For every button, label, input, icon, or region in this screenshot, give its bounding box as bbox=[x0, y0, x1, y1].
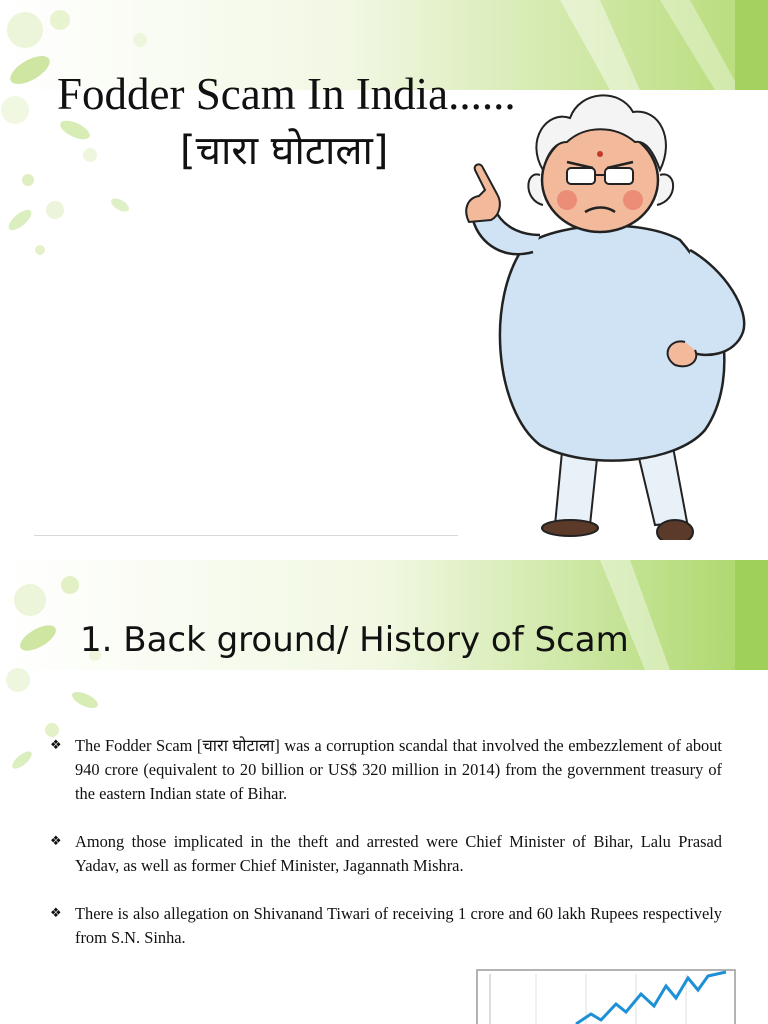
list-item bbox=[50, 830, 722, 878]
cartoon-politician-icon bbox=[455, 70, 755, 540]
diamond-bullet-icon: ❖ bbox=[50, 906, 62, 921]
diamond-bullet-icon: ❖ bbox=[50, 738, 62, 753]
bullet-list bbox=[50, 734, 722, 974]
list-item bbox=[50, 734, 722, 806]
bullet-text: There is also allegation on Shivanand Tiwari of receiving 1 crore and 60 lakh Rupees respectively from S.N. Sinha. bbox=[75, 904, 722, 947]
bullet-text: The Fodder Scam [चारा घोटाला] was a corruption scandal that involved the embezzlement of about 940 crore (equivalent to 20 billion or US$ 320 million in 2014) from the government treasury of the eastern Indian state of Bihar. bbox=[75, 736, 722, 803]
list-item bbox=[50, 902, 722, 950]
bullet-text: Among those implicated in the theft and arrested were Chief Minister of Bihar, Lalu Prasad Yadav, as well as former Chief Minister, Jagannath Mishra. bbox=[75, 832, 722, 875]
slide-1-title-hindi: [चारा घोटाला] bbox=[180, 128, 389, 174]
slide-2-title: 1. Back ground/ History of Scam bbox=[80, 620, 629, 660]
diamond-bullet-icon: ❖ bbox=[50, 834, 62, 849]
slide-divider bbox=[34, 535, 458, 536]
slide-1-title: Fodder Scam In India...... bbox=[57, 69, 516, 119]
slide-2 bbox=[0, 560, 768, 1024]
rising-line-chart-icon bbox=[476, 964, 736, 1024]
